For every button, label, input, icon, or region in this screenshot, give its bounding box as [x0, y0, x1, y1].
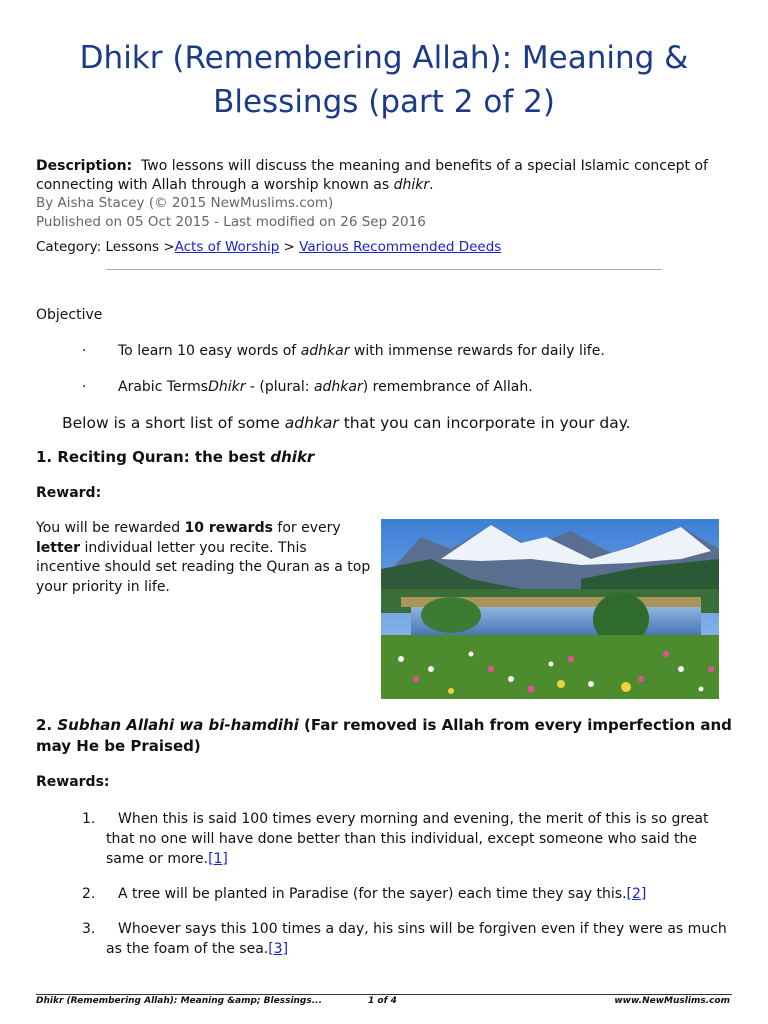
published-line: Published on 05 Oct 2015 - Last modified on 26 Sep 2016 — [36, 214, 426, 230]
acts-of-worship-link[interactable]: Acts of Worship — [174, 239, 280, 255]
bullet-text: Arabic Terms — [118, 379, 209, 395]
list-text: Whoever says this 100 times a day, his sins will be forgiven even if they were as much as the foam of the sea. — [106, 921, 727, 957]
breadcrumb — [36, 238, 501, 256]
objective-heading: Objective — [36, 307, 103, 323]
list-number: 2. — [82, 886, 96, 902]
list-item — [82, 377, 533, 397]
list-number: 1. — [82, 811, 96, 827]
landscape-image — [381, 519, 719, 699]
description-text: Two lessons will discuss the meaning and benefits of a special Islamic concept of connecting with Allah through a worship known as — [36, 158, 713, 193]
breadcrumb-separator: > — [279, 239, 300, 255]
description-label: Description: — [36, 158, 133, 174]
section2-heading — [36, 715, 736, 757]
page-number: 1 of 4 — [368, 996, 397, 1006]
reward-bold: letter — [36, 539, 81, 556]
footer-site: www.NewMuslims.com — [614, 996, 730, 1006]
recommended-deeds-link[interactable]: Various Recommended Deeds — [299, 239, 502, 255]
intro-text-end: that you can incorporate in your day. — [338, 414, 631, 432]
bullet-icon: · — [82, 379, 87, 395]
reward-text-end: individual letter you recite. This incentive should set reading the Quran as a top your priority in life. — [36, 539, 371, 595]
section2-heading-num: 2. — [36, 716, 58, 734]
footnote-link-3[interactable]: [3] — [268, 941, 289, 957]
section1-heading-term: dhikr — [270, 448, 315, 466]
list-item — [82, 919, 732, 959]
list-item — [82, 341, 605, 361]
bullet-text: To learn 10 easy words of — [118, 343, 301, 359]
intro-text: Below is a short list of some — [62, 414, 285, 432]
reward-bold: 10 rewards — [184, 520, 273, 536]
section2-heading-text: (Far removed is Allah from every imperfection and may He be Praised) — [36, 716, 732, 755]
intro-term: adhkar — [284, 414, 339, 432]
category-prefix: Category: Lessons > — [36, 239, 175, 255]
list-item — [82, 884, 732, 904]
bullet-term: adhkar — [313, 379, 363, 395]
footer-title: Dhikr (Remembering Allah): Meaning &amp; Blessings... — [36, 996, 322, 1006]
bullet-text-end: with immense rewards for daily life. — [349, 343, 605, 359]
divider — [106, 269, 662, 270]
list-number: 3. — [82, 921, 96, 937]
footnote-link-1[interactable]: [1] — [208, 851, 228, 867]
footer-divider — [36, 994, 732, 995]
description-end: . — [429, 177, 434, 193]
rewards-label: Rewards: — [36, 774, 110, 790]
description — [36, 157, 736, 195]
footnote-link-2[interactable]: [2] — [626, 886, 647, 902]
author-line: By Aisha Stacey (© 2015 NewMuslims.com) — [36, 195, 334, 211]
list-text: A tree will be planted in Paradise (for the sayer) each time they say this. — [118, 886, 627, 902]
page-title: Dhikr (Remembering Allah): Meaning & Blessings (part 2 of 2) — [79, 40, 689, 120]
reward-label: Reward: — [36, 485, 102, 501]
bullet-term: adhkar — [300, 343, 350, 359]
bullet-term: Dhikr — [208, 379, 246, 395]
description-term: dhikr — [393, 177, 430, 193]
list-item — [82, 809, 732, 869]
section1-heading-text: 1. Reciting Quran: the best — [36, 448, 271, 466]
bullet-icon: · — [82, 343, 87, 359]
reward-text-mid: for every — [272, 520, 341, 536]
reward-text: You will be rewarded — [36, 520, 185, 536]
bullet-text-end: ) remembrance of Allah. — [362, 379, 533, 395]
list-text: When this is said 100 times every morning and evening, the merit of this is so great that no one will have done better than this individual, except someone who said the same or more. — [106, 811, 709, 867]
bullet-text-mid: - (plural: — [245, 379, 314, 395]
section2-heading-term: Subhan Allahi wa bi-hamdihi — [57, 716, 299, 734]
intro-paragraph — [62, 413, 631, 433]
section1-heading — [36, 447, 314, 468]
reward-paragraph — [36, 519, 372, 597]
